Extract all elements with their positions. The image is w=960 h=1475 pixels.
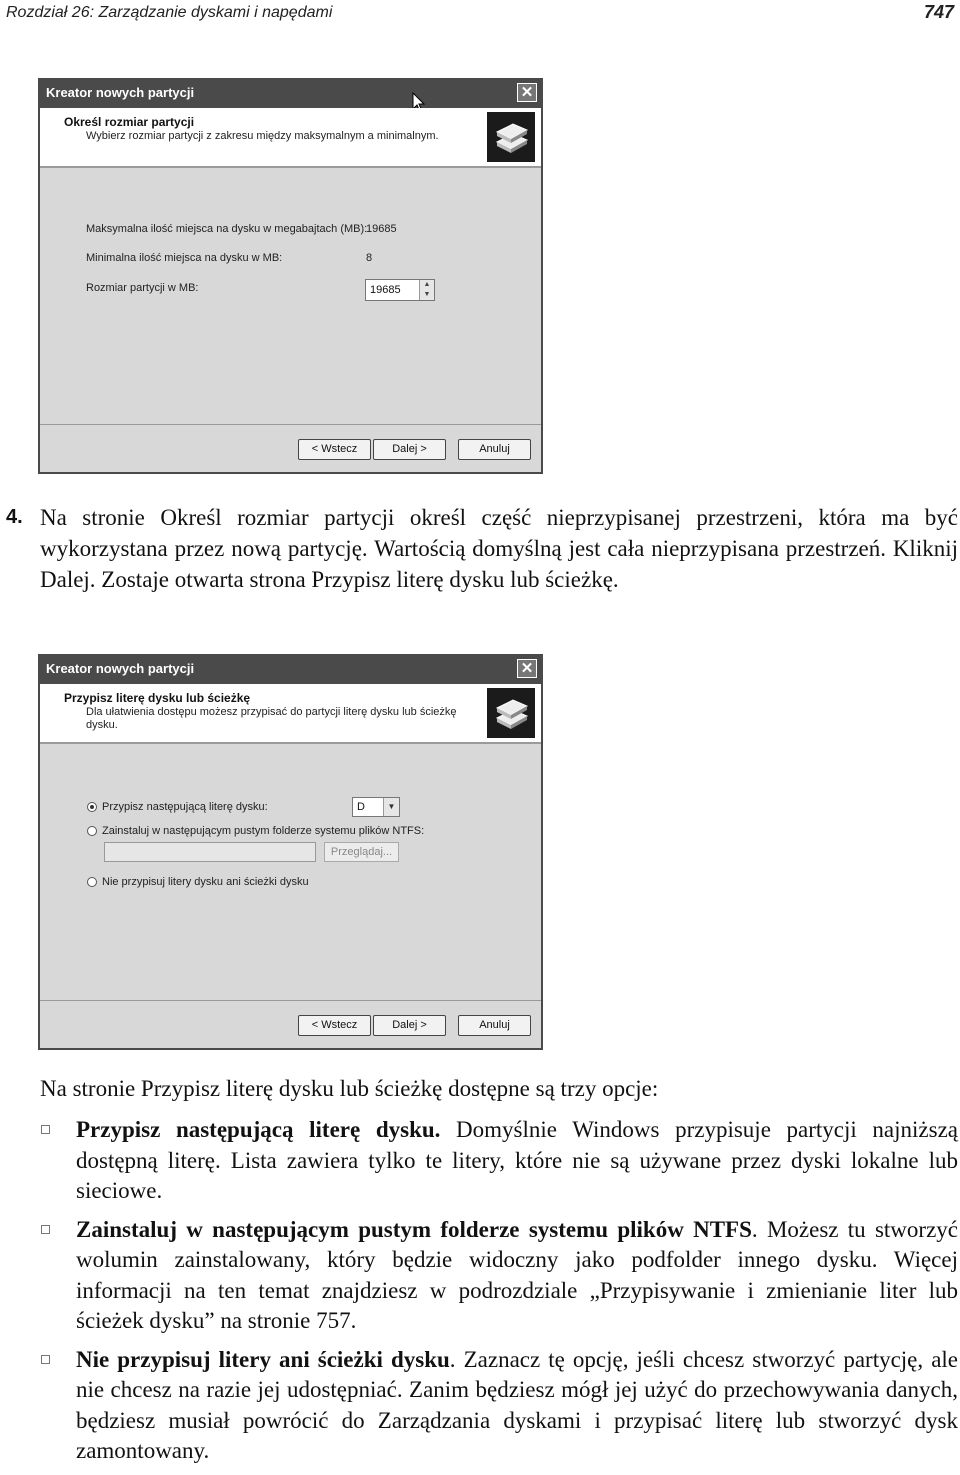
option-name: Przypisz następującą literę dysku. bbox=[76, 1117, 441, 1142]
title-bar bbox=[40, 80, 541, 109]
browse-button[interactable]: Przeglądaj... bbox=[324, 842, 399, 862]
max-size-label: Maksymalna ilość miejsca na dysku w megabajtach (MB): bbox=[86, 223, 368, 235]
partition-size-label: Rozmiar partycji w MB: bbox=[86, 282, 199, 294]
cancel-button[interactable]: Anuluj bbox=[458, 439, 531, 460]
step-number: 4. bbox=[6, 506, 23, 528]
list-item bbox=[40, 1115, 958, 1207]
title-bar bbox=[40, 656, 541, 685]
wizard-header bbox=[40, 108, 541, 168]
next-button[interactable]: Dalej > bbox=[373, 439, 446, 460]
step-4 bbox=[6, 502, 958, 595]
options-intro: Na stronie Przypisz literę dysku lub ścieżkę dostępne są trzy opcje: bbox=[40, 1076, 659, 1101]
page-subheading: Wybierz rozmiar partycji z zakresu między maksymalnym a minimalnym. bbox=[86, 130, 439, 142]
stepper-up-icon[interactable]: ▲ bbox=[423, 281, 431, 288]
page-heading: Przypisz literę dysku lub ścieżkę bbox=[64, 691, 251, 705]
assign-letter-radio[interactable] bbox=[87, 802, 97, 812]
drive-letter-select[interactable] bbox=[352, 797, 400, 817]
option-description: . Zaznacz tę opcję, jeśli chcesz stworzyć partycję, ale nie chcesz na razie jej udostępniać. Zanim będziesz mógł jej użyć do przechowywania danych, będziesz musiał powrócić do Zarządzania dyskami i przypisać literę lub stworzyć dysk zamontowany. bbox=[76, 1346, 958, 1463]
assign-letter-label: Przypisz następującą literę dysku: bbox=[102, 801, 268, 813]
option-name: Zainstaluj w następującym pustym folderze systemu plików NTFS bbox=[76, 1216, 752, 1242]
dialog-title: Kreator nowych partycji bbox=[46, 661, 195, 676]
partition-size-dialog bbox=[38, 78, 543, 474]
list-item bbox=[40, 1215, 958, 1337]
option-description: Domyślnie Windows przypisuje partycji najniższą dostępną literę. Lista zawiera tylko te litery, które nie są używane przez dyski lokalne lub sieciowe. bbox=[76, 1117, 958, 1203]
bullet-square-icon bbox=[41, 1125, 50, 1134]
no-letter-radio[interactable] bbox=[87, 877, 97, 887]
page-number: 747 bbox=[923, 2, 954, 22]
next-button[interactable]: Dalej > bbox=[373, 1015, 446, 1036]
disk-wizard-icon bbox=[487, 688, 535, 738]
footer-divider bbox=[40, 1000, 541, 1001]
disk-wizard-icon bbox=[487, 112, 535, 162]
wizard-header bbox=[40, 684, 541, 744]
drive-letter-value: D bbox=[357, 801, 365, 813]
mount-folder-label: Zainstaluj w następującym pustym folderze systemu plików NTFS: bbox=[102, 825, 425, 837]
step-text: Na stronie Określ rozmiar partycji określ część nieprzypisanej przestrzeni, która ma być wykorzystana przez nową partycję. Wartością domyślną jest cała nieprzypisana przestrzeń. Kliknij Dalej. Zostaje otwarta strona Przypisz literę dysku lub ścieżkę. bbox=[40, 505, 958, 592]
drive-letter-dialog bbox=[38, 654, 543, 1050]
footer-divider bbox=[40, 424, 541, 425]
page-heading: Określ rozmiar partycji bbox=[64, 115, 195, 129]
no-letter-label: Nie przypisuj litery dysku ani ścieżki dysku bbox=[102, 876, 309, 888]
folder-path-input[interactable] bbox=[104, 842, 316, 862]
back-button[interactable]: < Wstecz bbox=[298, 439, 371, 460]
max-size-value: 19685 bbox=[366, 223, 397, 235]
page-subheading: Dla ułatwienia dostępu możesz przypisać do partycji literę dysku lub ścieżkę dysku. bbox=[86, 706, 457, 731]
close-button[interactable]: ✕ bbox=[517, 659, 537, 678]
min-size-label: Minimalna ilość miejsca na dysku w MB: bbox=[86, 252, 283, 264]
min-size-value: 8 bbox=[366, 252, 373, 264]
dialog-title: Kreator nowych partycji bbox=[46, 85, 195, 100]
stepper-down-icon[interactable]: ▼ bbox=[423, 291, 431, 298]
list-item bbox=[40, 1345, 958, 1467]
bullet-square-icon bbox=[41, 1355, 50, 1364]
option-description: . Możesz tu stworzyć wolumin zainstalowany, który będzie widoczny jako podfolder innego dysku. Więcej informacji na ten temat znajdziesz w podrozdziale „Przypisywanie i zmienianie liter lub ścieżek dysku” na stronie 757. bbox=[76, 1216, 958, 1333]
bullet-square-icon bbox=[41, 1225, 50, 1234]
back-button[interactable]: < Wstecz bbox=[298, 1015, 371, 1036]
close-button[interactable]: ✕ bbox=[517, 83, 537, 102]
partition-size-stepper[interactable] bbox=[365, 279, 435, 301]
stepper-arrows[interactable] bbox=[419, 280, 434, 300]
chevron-down-icon[interactable]: ▼ bbox=[383, 798, 399, 816]
mount-folder-radio[interactable] bbox=[87, 826, 97, 836]
running-head: Rozdział 26: Zarządzanie dyskami i napędami bbox=[6, 4, 333, 21]
options-list bbox=[40, 1115, 958, 1475]
option-name: Nie przypisuj litery ani ścieżki dysku bbox=[76, 1346, 450, 1372]
partition-size-value: 19685 bbox=[370, 284, 401, 296]
cancel-button[interactable]: Anuluj bbox=[458, 1015, 531, 1036]
